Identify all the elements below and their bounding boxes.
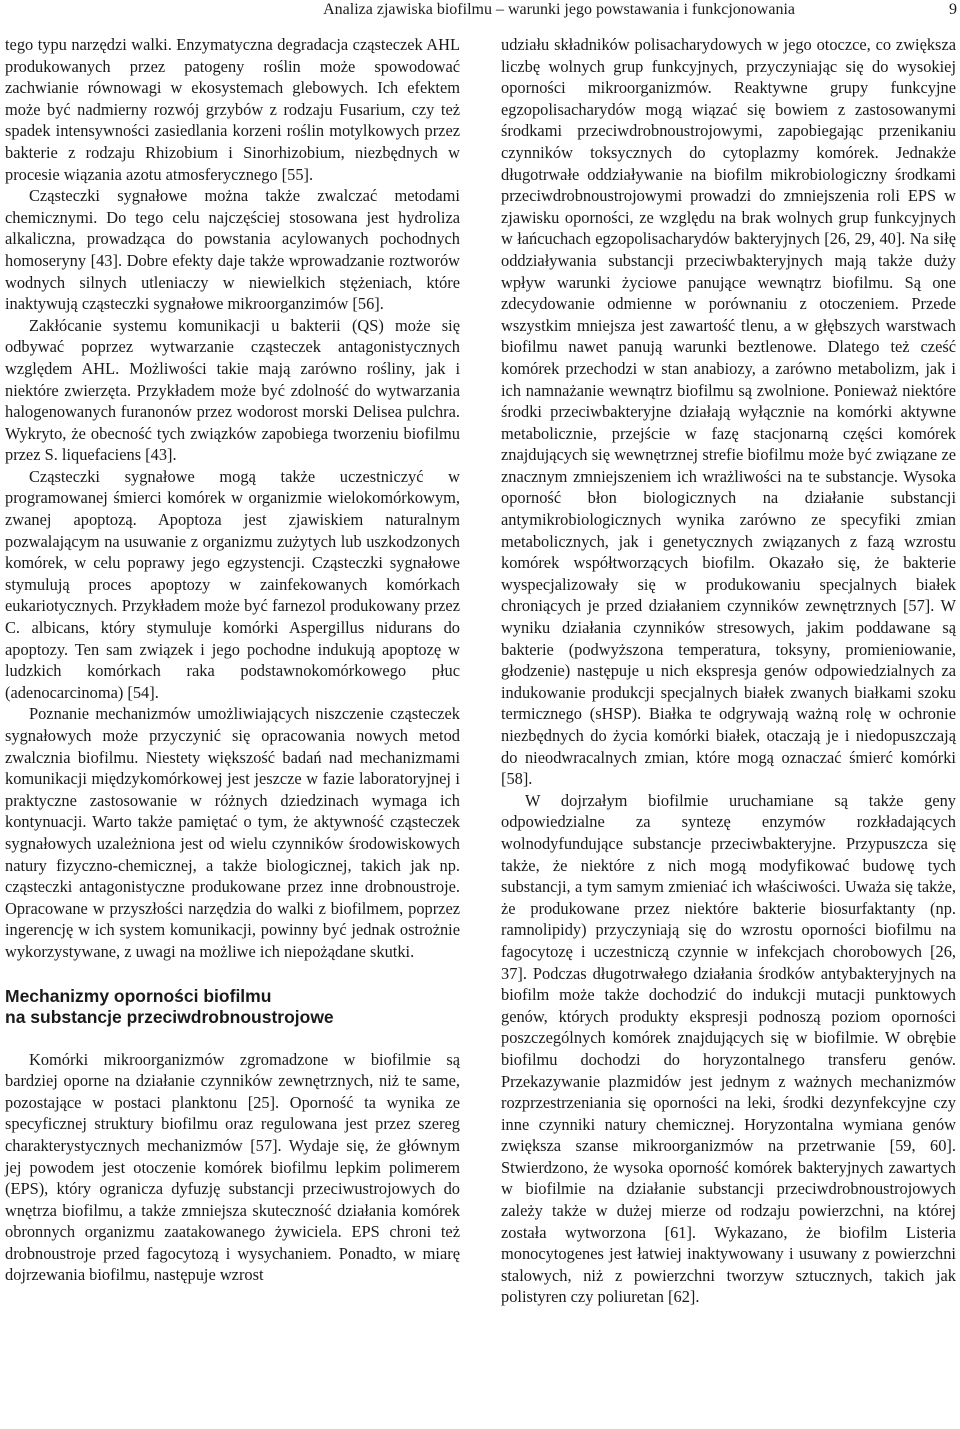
paragraph: Komórki mikroorganizmów zgromadzone w biofilmie są bardziej oporne na działanie czynników zewnętrznych, niż te same, pozostające w postaci planktonu [25]. Oporność ta wynika ze specyficznej struktury biofilmu oraz regulowana jest przez szereg charakterystycznych mechanizmów [57]. Wydaje się, że głównym jej powodem jest otoczenie komórek biofilmu lepkim polimerem (EPS), który ogranicza dyfuzję substancji przeciwustrojowych do wnętrza biofilmu, a także zmniejsza skuteczność działania komórek obronnych organizmu zaatakowanego żywiciela. EPS chroni też drobnoustroje przed fagocytozą i wysychaniem. Ponadto, w miarę dojrzewania biofilmu, następuje wzrost: [5, 1049, 460, 1285]
paragraph: Zakłócanie systemu komunikacji u bakterii (QS) może się odbywać poprzez wytwarzanie cząsteczek antagonistycznych względem AHL. Możliwości takie mają zarówno rośliny, jak i niektóre zwierzęta. Przykładem może być zdolność do wytwarzania halogenowanych furanonów przez wodorost morski Delisea pulchra. Wykryto, że obecność tych związków zapobiega tworzeniu biofilmu przez S. liquefaciens [43].: [5, 315, 460, 465]
paragraph: tego typu narzędzi walki. Enzymatyczna degradacja cząsteczek AHL produkowanych przez patogeny roślin może spowodować zachwianie równowagi w ekosystemach glebowych. Ich efektem może być nadmierny rozwój grzybów z rodzaju Fusarium, czy też spadek intensywności zasiedlania korzeni roślin motylkowych przez bakterie z rodzaju Rhizobium i Sinorhizobium, niezbędnych w procesie wiązania azotu atmosferycznego [55].: [5, 35, 460, 184]
right-column: [501, 34, 956, 1308]
paragraph: udziału składników polisacharydowych w jego otoczce, co zwiększa liczbę wolnych grup funkcyjnych, przyczyniając się do wysokiej oporności mikroorganizmów. Reaktywne grupy funkcyjne egzopolisacharydów mogą wiązać się bowiem z zastosowanymi środkami przeciwdrobnoustrojowymi, zapobiegając przenikaniu czynników toksycznych do cytoplazmy komórek. Jednakże długotrwałe oddziaływanie na biofilm mikrobiologiczny środkami przeciwdrobnoustrojowymi prowadzi do zmniejszenia roli EPS w zjawisku oporności, ze względu na brak wolnych grup funkcyjnych w łańcuchach egzopolisacharydów bakteryjnych [26, 29, 40]. Na siłę oddziaływania substancji przeciwbakteryjnych mają także duży wpływ warunki życiowe panujące wewnątrz biofilmu. Są one zdecydowanie odmienne w porównaniu z otoczeniem. Przede wszystkim mniejsza jest zawartość tlenu, a w głębszych warstwach biofilmu nawet panują warunki beztlenowe. Dlatego też cześć komórek przechodzi w stan anabiozy, a zarówno metabolizm, jak i ich namnażanie wewnątrz biofilmu są zwolnione. Ponieważ niektóre środki przeciwbakteryjne działają wyłącznie na komórki aktywne metabolicznie, przejście w fazę stacjonarną części komórek znajdujących się wewnętrznej strefie biofilmu może być związane ze znacznym zmniejszeniem ich wrażliwości na te substancje. Wysoka oporność błon biologicznych na działanie substancji antymikrobiologicznych wynika zarówno ze specyfiki zmian metabolicznych, jak i genetycznych związanych z fazą wzrostu komórek współtworzących biofilm. Okazało się, że bakterie wyspecjalizowały się w produkowaniu specjalnych białek chroniących je przed działaniem czynników zewnętrznych [57]. W wyniku działania czynników stresowych, jakim poddawane są bakterie (podwyższona temperatura, toksyny, promieniowanie, głodzenie) następuje u nich ekspresja genów odpowiedzialnych za indukowanie produkcji specjalnych białek zwanych białkami szoku termicznego (sHSP). Białka te odgrywają ważną rolę w ochronie niezbędnych do życia komórki białek, otaczają je i niedopuszczają do nieodwracalnych zmian, które mogą oznaczać śmierć komórki [58].: [501, 35, 956, 789]
paragraph: W dojrzałym biofilmie uruchamiane są także geny odpowiedzialne za syntezę enzymów rozkładających wolnodyfundujące substancje przeciwbakteryjne. Przypuszcza się także, że niektóre z nich mogą modyfikować budowę tych substancji, a tym samym zmieniać ich właściwości. Uważa się także, że produkowane przez niektóre bakterie biosurfaktanty (np. ramnolipidy) przyczyniają się do wzrostu oporności biofilmu na fagocytozę i uczestniczą czynnie w infekcjach chorobowych [26, 37]. Podczas długotrwałego działania środków antybakteryjnych na biofilm może także dochodzić do indukcji mutacji punktowych genów, których produkty ekspresji podnoszą poziom oporności poszczególnych komórek znajdujących się w biofilmie. W obrębie biofilmu dochodzi do horyzontalnego transferu genów. Przekazywanie plazmidów jest jednym z ważnych mechanizmów rozprzestrzeniania się oporności na leki, środki dezynfekcyjne czy inne czynniki natury chemicznej. Horyzontalna wymiana genów zwiększa szanse mikroorganizmów na przetrwanie [59, 60]. Stwierdzono, że wysoka oporność komórek bakteryjnych zawartych w biofilmie na działanie substancji przeciwdrobnoustrojowych zależy także w dużej mierze od rodzaju powierzchni, na której została wytworzona [61]. Wykazano, że biofilm Listeria monocytogenes jest łatwiej inaktywowany i usuwany z powierzchni stalowych, niż z powierzchni tworzyw sztucznych, takich jak polistyren czy poliuretan [62].: [501, 790, 956, 1307]
page-number: 9: [949, 1, 957, 18]
section-heading-line-1: Mechanizmy oporności biofilmu: [5, 985, 272, 1006]
running-title: Analiza zjawiska biofilmu – warunki jego powstawania i funkcjonowania: [323, 1, 795, 18]
paragraph: Cząsteczki sygnałowe można także zwalczać metodami chemicznymi. Do tego celu najczęściej stosowana jest hydroliza alkaliczna, prowadząca do powstania acylowanych pochodnych homoseryny [43]. Dobre efekty daje także wprowadzanie roztworów wodnych silnych utleniaczy w niewielkich stężeniach, które inaktywują cząsteczki sygnałowe mikroorganzimów [56].: [5, 186, 460, 314]
section-heading-line-2: na substancje przeciwdrobnoustrojowe: [5, 1007, 334, 1028]
paragraph: Cząsteczki sygnałowe mogą także uczestniczyć w programowanej śmierci komórek w organizmie wielokomórkowym, zwanej apoptozą. Apoptoza jest zjawiskiem naturalnym pozwalającym na usuwanie z organizmu zużytych lub uszkodzonych komórek, w celu poprawy jego egzystencji. Cząsteczki sygnałowe stymulują proces apoptozy w zainfekowanych komórkach eukariotycznych. Przykładem może być farnezol produkowany przez C. albicans, który stymuluje komórki Aspergillus nidurans do apoptozy. Ten sam związek i jego pochodne indukują apoptozę w ludzkich komórkach raka podstawnokomórkowego płuc (adenocarcinoma) [54].: [5, 466, 460, 702]
paragraph: Poznanie mechanizmów umożliwiających niszczenie cząsteczek sygnałowych może przyczynić się opracowania nowych metod zwalcznia biofilmu. Niestety większość badań nad mechanizmami komunikacji międzykomórkowej jest jeszcze w fazie laboratoryjnej i praktyczne zastosowanie w różnych dziedzinach wymaga ich kontynuacji. Warto także pamiętać o tym, że aktywność cząsteczek sygnałowych uzależniona jest od wielu czynników środowiskowych natury fizyczno-chemicznej, a także biologicznej, takich jak np. cząsteczki antagonistyczne produkowane przez inne drobnoustroje. Opracowane w przyszłości narzędzia do walki z biofilmem, poprzez ingerencję w ich system komunikacji, powinny być jednak ostrożnie wykorzystywane, z uwagi na możliwe ich niepożądane skutki.: [5, 704, 460, 961]
section-heading: [5, 986, 460, 1029]
running-header: [0, 0, 960, 20]
left-column: [5, 34, 460, 1286]
